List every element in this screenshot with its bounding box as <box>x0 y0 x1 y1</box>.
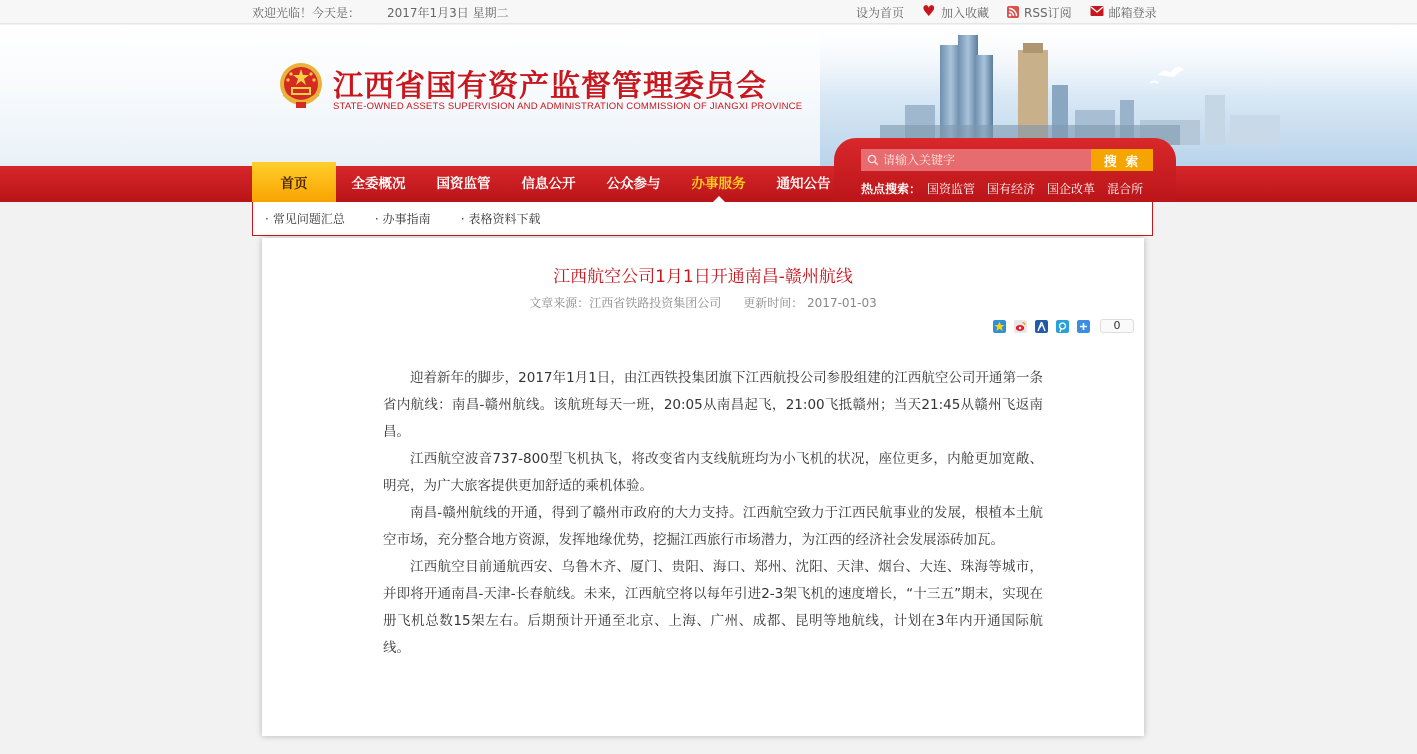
hot-searches <box>861 180 1155 197</box>
nav-item-label: 公众参与 <box>606 176 661 192</box>
hot-search-item[interactable]: 国有经济 <box>987 182 1036 196</box>
nav-item-public-participation[interactable] <box>591 166 676 202</box>
site-subtitle: STATE-OWNED ASSETS SUPERVISION AND ADMINISTRATION COMMISSION OF JIANGXI PROVINCE <box>333 101 803 112</box>
set-home-label: 设为首页 <box>856 5 905 20</box>
main-nav <box>252 166 846 202</box>
nav-item-label: 信息公开 <box>521 176 576 192</box>
article-title: 江西航空公司1月1日开通南昌-赣州航线 <box>553 267 853 287</box>
heart-icon <box>922 5 936 19</box>
nav-item-label: 通知公告 <box>776 176 831 192</box>
rss-label: RSS订阅 <box>1024 5 1072 20</box>
search-input[interactable] <box>883 153 1083 167</box>
article-paragraph: 迎着新年的脚步，2017年1月1日，由江西铁投集团旗下江西航投公司参股组建的江西航空公司开通第一条省内航线：南昌-赣州航线。该航班每天一班，20:05从南昌起飞，21:00飞抵赣州；当天21:45从赣州飞返南昌。 <box>383 370 1043 440</box>
hot-search-item[interactable]: 国企改革 <box>1047 182 1096 196</box>
article-paragraph: 南昌-赣州航线的开通，得到了赣州市政府的大力支持。江西航空致力于江西民航事业的发展，根植本土航空市场，充分整合地方资源，发挥地缘优势，挖掘江西旅行市场潜力，为江西的经济社会发展添砖加瓦。 <box>383 505 1043 548</box>
subnav-item-downloads[interactable]: · 表格资料下载 <box>461 210 541 227</box>
subnav-item-guide[interactable]: · 办事指南 <box>375 210 431 227</box>
hot-search-item[interactable]: 国资监管 <box>927 182 976 196</box>
site-header <box>0 25 1417 166</box>
top-links <box>856 3 1157 21</box>
nav-item-notices[interactable] <box>761 166 846 202</box>
mail-login-link[interactable] <box>1090 4 1157 21</box>
article-source: 文章来源：江西省铁路投资集团公司 <box>529 296 722 310</box>
sub-nav <box>252 202 1153 236</box>
search-button[interactable]: 搜 索 <box>1091 149 1153 171</box>
article-meta <box>262 294 1144 311</box>
nav-item-supervision[interactable] <box>421 166 506 202</box>
nav-item-home[interactable] <box>252 162 336 202</box>
share-qzone-icon[interactable] <box>993 320 1006 333</box>
share-count: 0 <box>1100 319 1134 333</box>
current-date: 2017年1月3日 星期二 <box>387 6 509 20</box>
nav-item-services[interactable] <box>676 166 761 202</box>
article-paragraph: 江西航空目前通航西安、乌鲁木齐、厦门、贵阳、海口、郑州、沈阳、天津、烟台、大连、珠海等城市，并即将开通南昌-天津-长春航线。未来，江西航空将以每年引进2-3架飞机的速度增长，“十三五”期末，实现在册飞机总数15架左右。后期预计开通至北京、上海、广州、成都、昆明等地航线，计划在3年内开通国际航线。 <box>383 559 1043 656</box>
set-home-link[interactable] <box>856 4 904 21</box>
nav-item-label: 全委概况 <box>351 176 406 192</box>
top-bar <box>0 0 1417 24</box>
share-more-icon[interactable] <box>1077 320 1090 333</box>
search-icon <box>867 154 879 166</box>
add-favorite-link[interactable] <box>922 4 989 21</box>
nav-item-label: 办事服务 <box>691 176 746 192</box>
site-title: 江西省国有资产监督管理委员会 <box>333 69 767 104</box>
nav-item-label: 首页 <box>280 176 308 192</box>
share-tencent-weibo-icon[interactable] <box>1056 320 1069 333</box>
mail-icon <box>1090 5 1104 19</box>
add-favorite-label: 加入收藏 <box>941 5 990 20</box>
mail-login-label: 邮箱登录 <box>1108 5 1157 20</box>
article-updated: 更新时间： 2017-01-03 <box>743 296 877 310</box>
rss-icon <box>1007 6 1019 18</box>
hot-search-item[interactable]: 混合所 <box>1107 182 1144 196</box>
welcome-text: 欢迎光临！今天是： <box>252 6 361 20</box>
share-weibo-icon[interactable] <box>1014 320 1027 333</box>
share-renren-icon[interactable] <box>1035 320 1048 333</box>
national-emblem-icon[interactable] <box>276 60 326 112</box>
article-paragraph: 江西航空波音737-800型飞机执飞，将改变省内支线航班均为小飞机的状况，座位更多，内舱更加宽敞、明亮，为广大旅客提供更加舒适的乘机体验。 <box>383 451 1043 494</box>
rss-link[interactable] <box>1007 4 1072 21</box>
nav-item-overview[interactable] <box>336 166 421 202</box>
share-bar <box>993 319 1134 333</box>
article-body <box>383 365 1043 662</box>
search-box <box>861 149 1091 171</box>
subnav-item-faq[interactable]: · 常见问题汇总 <box>265 210 345 227</box>
hot-search-label: 热点搜索： <box>861 182 922 196</box>
nav-item-info-disclosure[interactable] <box>506 166 591 202</box>
nav-item-label: 国资监管 <box>436 176 491 192</box>
article-panel <box>262 238 1144 736</box>
